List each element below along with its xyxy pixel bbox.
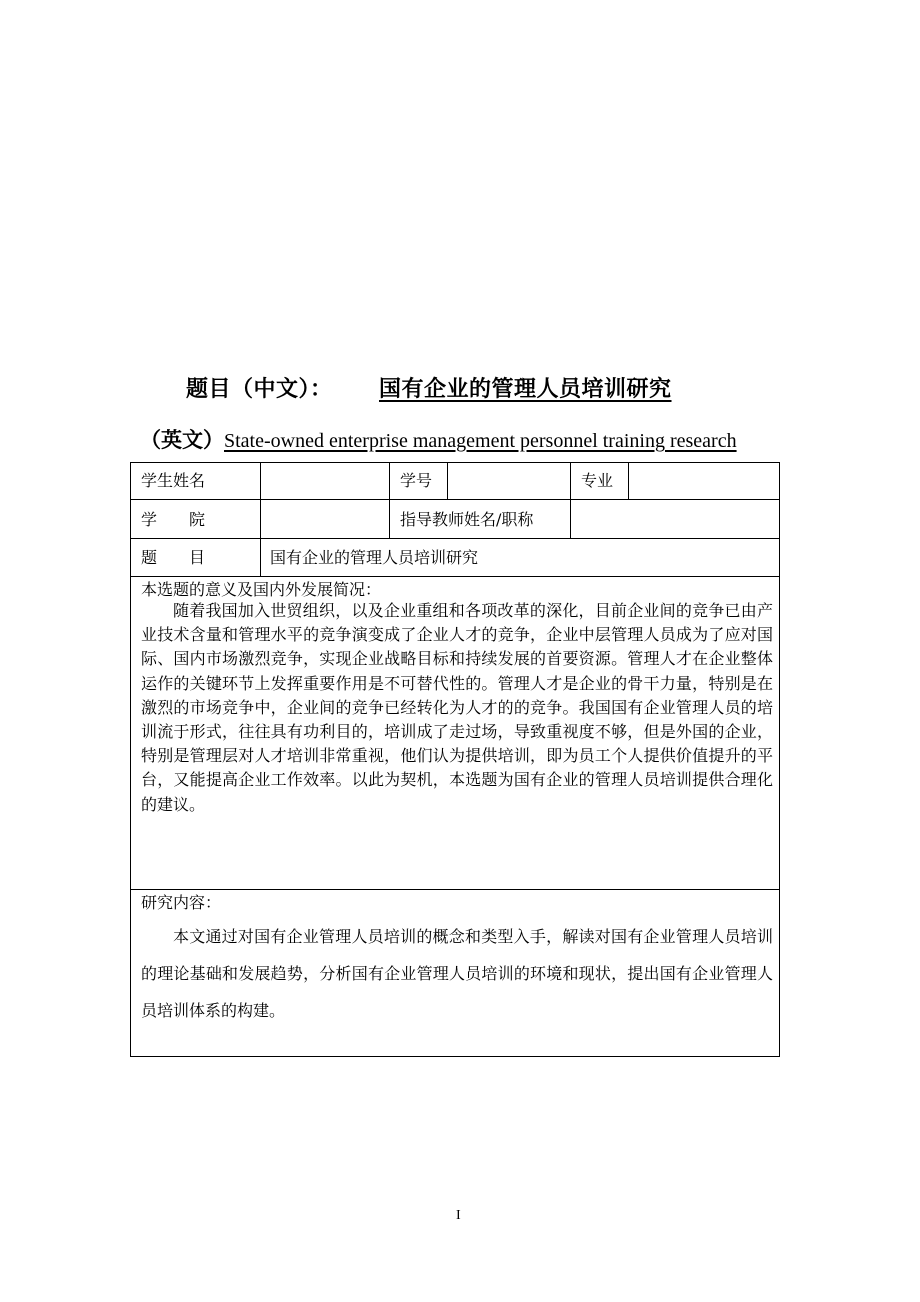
chinese-title-label: 题目（中文）： <box>186 377 333 402</box>
col-divider <box>447 463 448 499</box>
topic-value: 国有企业的管理人员培训研究 <box>270 548 479 567</box>
col-divider <box>260 463 261 576</box>
college-label: 学 院 <box>141 510 206 529</box>
major-label: 专业 <box>581 471 614 490</box>
row-divider <box>131 499 779 500</box>
row-divider <box>131 538 779 539</box>
advisor-field[interactable] <box>576 503 774 535</box>
major-field[interactable] <box>634 465 774 497</box>
research-content-body: 本文通过对国有企业管理人员培训的概念和类型入手，解读对国有企业管理人员培训的理论基础和发展趋势，分析国有企业管理人员培训的环境和现状，提出国有企业管理人员培训体系的构建。 <box>141 927 773 1020</box>
student-name-label: 学生姓名 <box>141 471 206 490</box>
english-title-value: State-owned enterprise management personnel training research <box>224 430 737 452</box>
chinese-title-value: 国有企业的管理人员培训研究 <box>379 377 672 402</box>
significance-body: 随着我国加入世贸组织，以及企业重组和各项改革的深化，目前企业间的竞争已由产业技术含量和管理水平的竞争演变成了企业人才的竞争，企业中层管理人员成为了应对国际、国内市场激烈竞争，实现企业战略目标和持续发展的首要资源。管理人才在企业整体运作的关键环节上发挥重要作用是不可替代性的。管理人才是企业的骨干力量，特别是在激烈的市场竞争中，企业间的竞争已经转化为人才的的竞争。我国国有企业管理人员的培训流于形式，往往具有功利目的，培训成了走过场，导致重视度不够，但是外国的企业，特别是管理层对人才培训非常重视，他们认为提供培训，即为员工个人提供价值提升的平台，又能提高企业工作效率。以此为契机，本选题为国有企业的管理人员培训提供合理化的建议。 <box>141 601 773 814</box>
proposal-form-table <box>130 462 780 1057</box>
significance-heading: 本选题的意义及国内外发展简况： <box>141 580 382 599</box>
row-divider <box>131 576 779 577</box>
chinese-title <box>186 372 672 408</box>
col-divider <box>628 463 629 499</box>
col-divider <box>570 463 571 538</box>
research-content-heading: 研究内容： <box>141 893 222 912</box>
student-name-field[interactable] <box>266 465 384 497</box>
col-divider <box>389 463 390 538</box>
college-field[interactable] <box>266 503 384 535</box>
english-title-label: （英文） <box>140 428 224 452</box>
row-divider <box>131 889 779 890</box>
student-id-label: 学号 <box>400 471 433 490</box>
english-title <box>140 424 737 458</box>
advisor-label: 指导教师姓名/职称 <box>400 510 534 529</box>
topic-label: 题 目 <box>141 548 206 567</box>
page-number: I <box>456 1208 461 1223</box>
student-id-field[interactable] <box>453 465 565 497</box>
